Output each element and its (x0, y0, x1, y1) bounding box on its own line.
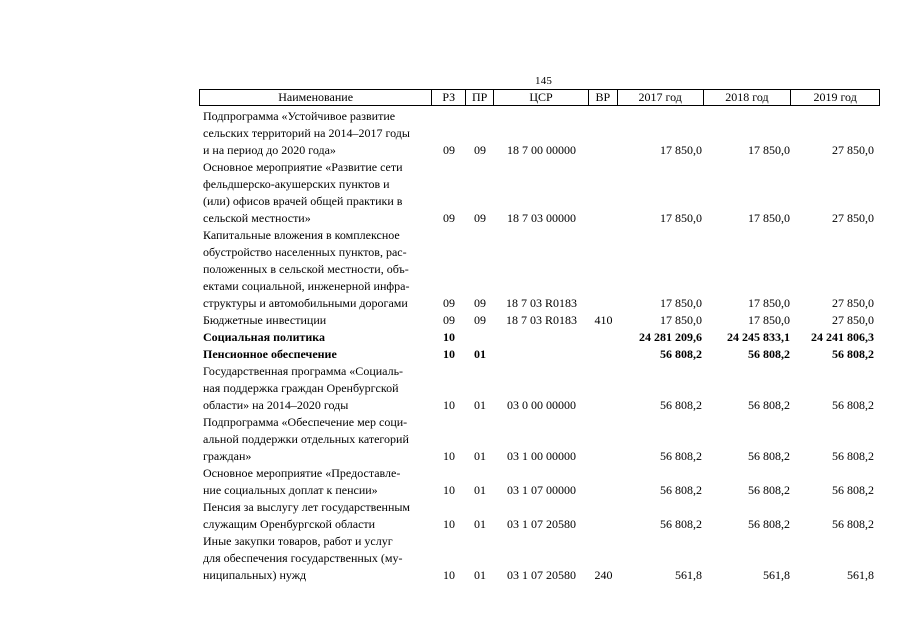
row-csr: 18 7 00 00000 (507, 143, 576, 157)
row-name: Бюджетные инвестиции (203, 313, 327, 327)
row-2019: 56 808,2 (832, 347, 874, 361)
row-rz: 10 (443, 483, 455, 497)
row-2019: 27 850,0 (832, 296, 874, 310)
table-row (203, 499, 880, 533)
row-rz: 10 (443, 398, 455, 412)
row-2019: 56 808,2 (832, 483, 874, 497)
row-2018: 56 808,2 (748, 449, 790, 463)
row-2018: 24 245 833,1 (727, 330, 790, 344)
row-pr: 01 (474, 347, 486, 361)
row-pr: 01 (474, 517, 486, 531)
header-rz: РЗ (432, 90, 466, 105)
row-csr: 03 0 00 00000 (507, 398, 576, 412)
row-pr: 09 (474, 211, 486, 225)
row-2019: 27 850,0 (832, 143, 874, 157)
row-csr: 18 7 03 00000 (507, 211, 576, 225)
row-rz: 10 (443, 568, 455, 582)
row-pr: 01 (474, 398, 486, 412)
row-2018: 17 850,0 (748, 211, 790, 225)
row-2018: 56 808,2 (748, 483, 790, 497)
row-2017: 17 850,0 (660, 143, 702, 157)
row-2018: 561,8 (763, 568, 790, 582)
table-row (203, 159, 880, 227)
row-2017: 56 808,2 (660, 347, 702, 361)
row-name: Социальная политика (203, 330, 326, 344)
row-rz: 09 (443, 211, 455, 225)
row-2017: 24 281 209,6 (639, 330, 702, 344)
row-name: Основное мероприятие «Развитие сети фельдшерско-акушерских пунктов и (или) офисов врачей общей практики в сельской местности» (203, 160, 403, 225)
row-name: Капитальные вложения в комплексное обустройство населенных пунктов, рас- положенных в сельской местности, объ- ектами социальной, инженерной инфра- структуры и автомобильными дорогами (203, 228, 410, 310)
row-name: Пенсионное обеспечение (203, 347, 337, 361)
row-2017: 56 808,2 (660, 398, 702, 412)
row-csr: 03 1 00 00000 (507, 449, 576, 463)
row-pr: 09 (474, 143, 486, 157)
row-pr: 01 (474, 449, 486, 463)
row-name: Подпрограмма «Обеспечение мер соци- альной поддержки отдельных категорий граждан» (203, 415, 409, 463)
header-name: Наименование (200, 90, 432, 105)
row-2017: 17 850,0 (660, 313, 702, 327)
row-rz: 09 (443, 296, 455, 310)
row-2018: 17 850,0 (748, 296, 790, 310)
row-name: Подпрограмма «Устойчивое развитие сельских территорий на 2014–2017 годы и на период до 2020 года» (203, 109, 410, 157)
row-rz: 10 (443, 449, 455, 463)
row-2019: 56 808,2 (832, 517, 874, 531)
table-row (203, 533, 880, 584)
row-rz: 09 (443, 143, 455, 157)
row-name: Основное мероприятие «Предоставле- ние социальных доплат к пенсии» (203, 466, 401, 497)
table-row (203, 363, 880, 414)
row-pr: 09 (474, 296, 486, 310)
row-2018: 17 850,0 (748, 313, 790, 327)
row-rz: 10 (443, 330, 455, 344)
row-csr: 18 7 03 R0183 (505, 296, 577, 310)
row-2017: 17 850,0 (660, 296, 702, 310)
table-row (203, 108, 880, 159)
row-rz: 09 (443, 313, 455, 327)
header-2018: 2018 год (704, 90, 792, 105)
row-csr: 03 1 07 00000 (507, 483, 576, 497)
row-2017: 56 808,2 (660, 449, 702, 463)
row-pr: 01 (474, 483, 486, 497)
row-rz: 10 (443, 347, 455, 361)
row-csr: 18 7 03 R0183 (505, 313, 577, 327)
row-2019: 27 850,0 (832, 211, 874, 225)
row-2018: 56 808,2 (748, 347, 790, 361)
header-2019: 2019 год (813, 90, 857, 104)
row-name: Пенсия за выслугу лет государственным служащим Оренбургской области (203, 500, 411, 531)
table-row (203, 227, 880, 312)
row-csr: 03 1 07 20580 (507, 568, 576, 582)
row-2017: 56 808,2 (660, 483, 702, 497)
row-2018: 56 808,2 (748, 517, 790, 531)
row-pr: 09 (474, 313, 486, 327)
table-header (199, 89, 880, 106)
row-csr: 03 1 07 20580 (507, 517, 576, 531)
row-2019: 56 808,2 (832, 398, 874, 412)
header-csr: ЦСР (494, 90, 589, 105)
row-name: Иные закупки товаров, работ и услуг для обеспечения государственных (му- ниципальных) нужд (203, 534, 403, 582)
header-pr: ПР (466, 90, 494, 105)
table-row (203, 346, 880, 363)
row-2017: 56 808,2 (660, 517, 702, 531)
row-rz: 10 (443, 517, 455, 531)
row-2017: 561,8 (675, 568, 702, 582)
row-vr: 240 (594, 568, 613, 582)
row-2019: 27 850,0 (832, 313, 874, 327)
table-row (203, 329, 880, 346)
row-2019: 24 241 806,3 (811, 330, 874, 344)
row-2018: 17 850,0 (748, 143, 790, 157)
row-pr: 01 (474, 568, 486, 582)
row-vr: 410 (594, 313, 613, 327)
header-vr: ВР (589, 90, 618, 105)
budget-table-body (203, 108, 880, 584)
table-row (203, 312, 880, 329)
row-2019: 56 808,2 (832, 449, 874, 463)
table-row (203, 465, 880, 499)
row-2017: 17 850,0 (660, 211, 702, 225)
row-name: Государственная программа «Социаль- ная поддержка граждан Оренбургской области» на 2014–2020 годы (203, 364, 404, 412)
row-2019: 561,8 (847, 568, 874, 582)
table-row (203, 414, 880, 465)
row-2018: 56 808,2 (748, 398, 790, 412)
page-number: 145 (535, 75, 553, 87)
header-2017: 2017 год (618, 90, 704, 105)
